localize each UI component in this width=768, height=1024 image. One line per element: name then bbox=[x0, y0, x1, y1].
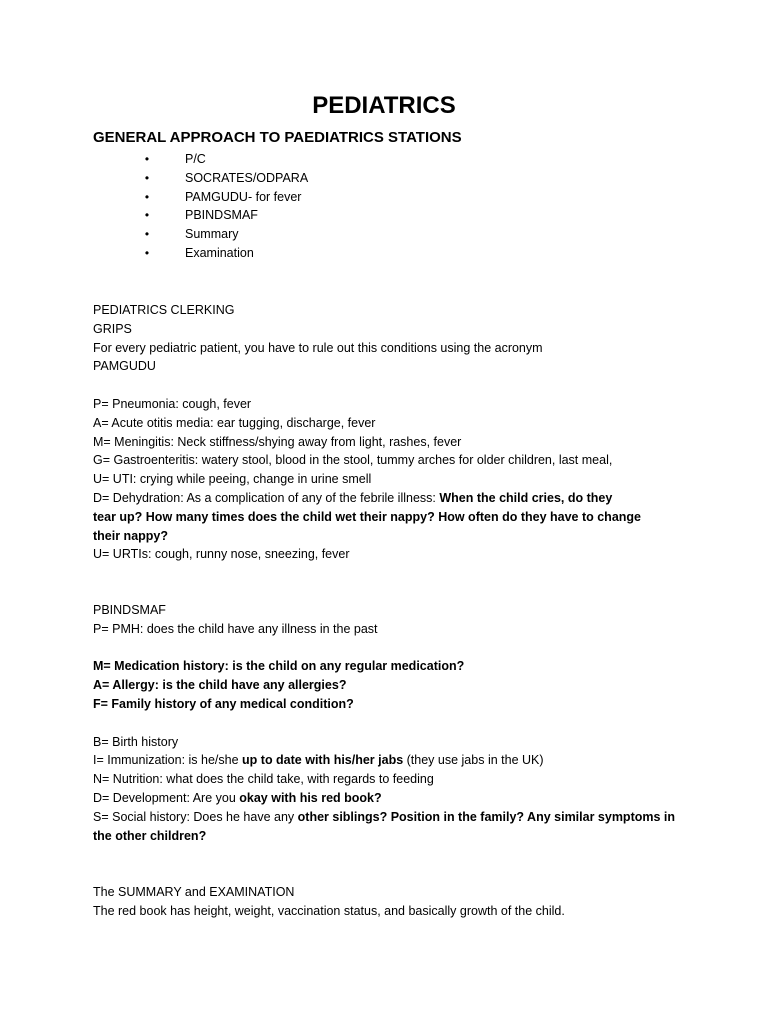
text-run: M= Meningitis: Neck stiffness/shying away from light, rashes, fever bbox=[93, 434, 462, 449]
text-run: G= Gastroenteritis: watery stool, blood in the stool, tummy arches for older children, last meal, bbox=[93, 453, 613, 468]
bullet-dot-icon: • bbox=[144, 189, 150, 204]
text-line bbox=[93, 451, 693, 470]
text-run: D= Development: Are you bbox=[93, 790, 240, 805]
bold-text: okay with his red book? bbox=[239, 790, 382, 805]
text-run: D= Dehydration: As a complication of any of the febrile illness: bbox=[93, 490, 440, 505]
bold-text: When the child cries, do they bbox=[439, 490, 613, 505]
bullet-text: P/C bbox=[185, 152, 206, 166]
text-run: U= URTIs: cough, runny nose, sneezing, fever bbox=[93, 547, 350, 562]
bold-text: the other children? bbox=[93, 828, 207, 843]
text-line bbox=[93, 808, 693, 827]
text-run: I= Immunization: is he/she bbox=[93, 753, 243, 768]
text-run: U= UTI: crying while peeing, change in urine smell bbox=[93, 472, 372, 487]
bullet-text: PBINDSMAF bbox=[185, 208, 258, 223]
bold-text: tear up? How many times does the child wet their nappy? How often do they have to change bbox=[93, 509, 641, 524]
text-run: P= Pneumonia: cough, fever bbox=[93, 396, 252, 411]
text-line bbox=[93, 414, 693, 433]
bullet-dot-icon: • bbox=[144, 170, 150, 185]
section-heading: GENERAL APPROACH TO PAEDIATRICS STATIONS bbox=[93, 129, 462, 146]
bold-text: F= Family history of any medical condition? bbox=[93, 696, 354, 711]
text-line bbox=[93, 751, 693, 770]
bullet-dot-icon: • bbox=[144, 227, 150, 242]
text-run: For every pediatric patient, you have to rule out this conditions using the acronym bbox=[93, 340, 543, 355]
text-line bbox=[93, 433, 693, 452]
text-run: PBINDSMAF bbox=[93, 603, 166, 617]
text-run: A= Acute otitis media: ear tugging, discharge, fever bbox=[93, 415, 376, 430]
text-run: (they use jabs in the UK) bbox=[403, 753, 544, 768]
text-run: PEDIATRICS CLERKING bbox=[93, 303, 235, 317]
text-line bbox=[93, 357, 693, 376]
text-line bbox=[93, 902, 693, 921]
text-line bbox=[93, 508, 693, 527]
bold-text: M= Medication history: is the child on any regular medication? bbox=[93, 659, 465, 674]
bullet-dot-icon: • bbox=[144, 152, 150, 166]
text-run: The red book has height, weight, vaccination status, and basically growth of the child. bbox=[93, 903, 565, 918]
document-title: PEDIATRICS bbox=[312, 92, 456, 119]
summary-section bbox=[93, 883, 693, 921]
bold-text: their nappy? bbox=[93, 528, 169, 543]
text-line bbox=[93, 827, 693, 846]
text-run: P= PMH: does the child have any illness in the past bbox=[93, 621, 378, 636]
bullet-text: SOCRATES/ODPARA bbox=[185, 170, 309, 185]
text-line bbox=[93, 601, 693, 620]
text-line bbox=[93, 620, 693, 639]
blank-line bbox=[93, 376, 693, 395]
bullet-dot-icon: • bbox=[144, 208, 150, 223]
pbindsmaf-section bbox=[93, 601, 693, 845]
bold-text: A= Allergy: is the child have any allergies? bbox=[93, 678, 347, 693]
blank-line bbox=[93, 639, 693, 658]
text-line bbox=[93, 545, 693, 564]
text-line bbox=[93, 489, 693, 508]
text-run: GRIPS bbox=[93, 321, 132, 336]
text-line bbox=[93, 657, 693, 676]
text-line bbox=[93, 301, 693, 320]
bold-text: up to date with his/her jabs bbox=[242, 753, 404, 768]
bullet-text: Summary bbox=[185, 227, 239, 242]
blank-line bbox=[93, 714, 693, 733]
text-line bbox=[93, 883, 693, 902]
text-line bbox=[93, 339, 693, 358]
text-line bbox=[93, 320, 693, 339]
text-line bbox=[93, 676, 693, 695]
text-line bbox=[93, 695, 693, 714]
text-run: PAMGUDU bbox=[93, 359, 156, 374]
bold-text: other siblings? Position in the family? Any similar symptoms in bbox=[297, 809, 676, 824]
text-line bbox=[93, 527, 693, 546]
text-run: The SUMMARY and EXAMINATION bbox=[93, 885, 295, 899]
text-run: S= Social history: Does he have any bbox=[93, 809, 298, 824]
text-run: B= Birth history bbox=[93, 734, 179, 749]
clerking-section bbox=[93, 301, 693, 564]
bullet-dot-icon: • bbox=[144, 245, 150, 260]
text-line bbox=[93, 789, 693, 808]
bullet-text: Examination bbox=[185, 245, 254, 260]
text-run: N= Nutrition: what does the child take, with regards to feeding bbox=[93, 772, 434, 787]
text-line bbox=[93, 733, 693, 752]
text-line bbox=[93, 470, 693, 489]
bullet-text: PAMGUDU- for fever bbox=[185, 189, 302, 204]
text-line bbox=[93, 395, 693, 414]
text-line bbox=[93, 770, 693, 789]
